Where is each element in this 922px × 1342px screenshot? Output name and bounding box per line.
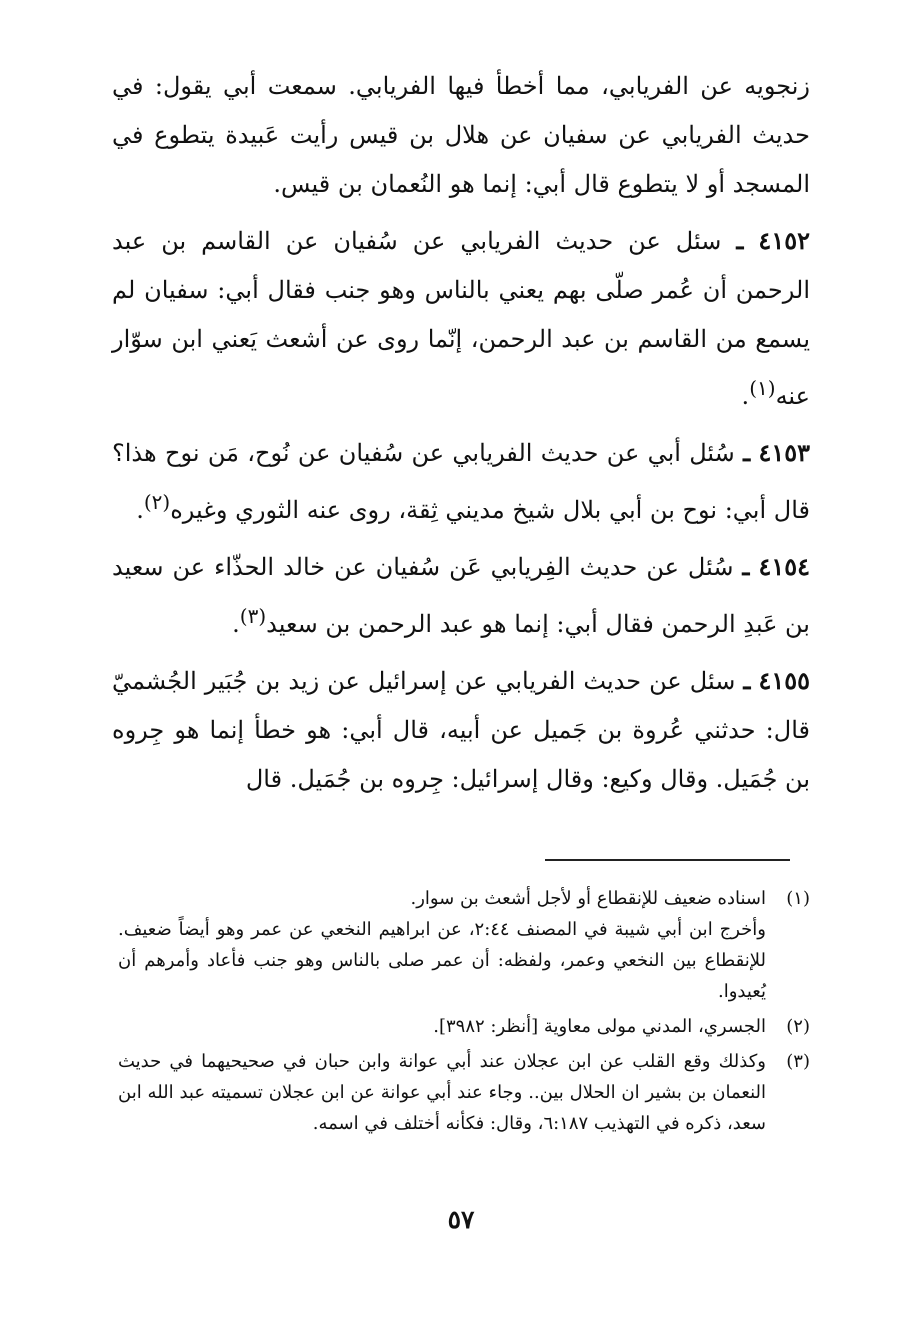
footnote-ref: (٢) [143,490,171,514]
footnote-line: وأخرج ابن أبي شيبة في المصنف ٢:٤٤، عن ابراهيم النخعي عن عمر وهو أيضاً ضعيف. للإنقطاع بين النخعي وعمر، ولفظه: أن عمر صلى بالناس وهو جنب فأعاد وأمرهم أن يُعيدوا. [118,919,766,1002]
footnote-line: وكذلك وقع القلب عن ابن عجلان عند أبي عوانة وابن حبان في صحيحيهما في حديث النعمان بن بشير ان الحلال بين.. وجاء عند أبي عوانة عن ابن عجلان تسميته عبد الله ابن سعد، ذكره في التهذيب ٦:١٨٧، وقال: فكأنه أختلف في اسمه. [118,1051,766,1134]
entry-end: . [232,610,240,638]
entry-4152 [112,216,810,421]
intro-text: زنجويه عن الفريابي، مما أخطأ فيها الفريابي. سمعت أبي يقول: في حديث الفريابي عن سفيان عن هلال بن قيس رأيت عَبيدة يتطوع في المسجد أو لا يتطوع قال أبي: إنما هو النُعمان بن قيس. [112,72,811,198]
entry-4153 [112,428,810,535]
entry-number: ٤١٥٤ [758,552,810,581]
footnote-1 [118,883,810,1007]
footnote-line: الجسري، المدني مولى معاوية [أنظر: ٣٩٨٢]. [433,1016,766,1037]
footnotes-block [118,883,810,1143]
entry-text: سئل عن حديث الفريابي عن إسرائيل عن زيد بن جُبَير الجُشميّ قال: حدثني عُروة بن جَميل عن أبيه، قال أبي: هو خطأ إنما هو جِروه بن جُمَيل. وقال وكيع: وقال إسرائيل: جِروه بن جُمَيل. قال [112,667,810,793]
footnote-number: (٣) [786,1051,810,1072]
footnote-3 [118,1046,810,1139]
entry-end: . [741,382,750,410]
entry-number: ٤١٥٣ [758,438,810,467]
entry-end: . [136,496,144,524]
footnote-number: (٢) [786,1016,810,1037]
entry-4154 [112,542,810,649]
footnote-body [118,1011,766,1042]
entry-number: ٤١٥٢ [758,226,810,255]
footnote-body [118,883,766,1007]
entry-text: سُئل أبي عن حديث الفريابي عن سُفيان عن نُوح، مَن نوح هذا؟ قال أبي: نوح بن أبي بلال شيخ مديني ثِقة، روى عنه الثوري وغيره [112,439,810,524]
entry-text: سُئل عن حديث الفِريابي عَن سُفيان عن خالد الحذّاء عن سعيد بن عَبدِ الرحمن فقال أبي: إنما هو عبد الرحمن بن سعيد [112,553,810,638]
main-text-block [112,62,810,804]
entry-text: سئل عن حديث الفريابي عن سُفيان عن القاسم بن عبد الرحمن أن عُمر صلّى بهم يعني بالناس وهو جنب فقال أبي: سفيان لم يسمع من القاسم بن عبد الرحمن، إنّما روى عن أشعث يَعني ابن سوّار عنه [112,227,810,410]
footnote-ref: (١) [749,376,776,400]
entry-dash: ـ [736,226,744,255]
footnote-ref: (٣) [239,604,267,628]
entry-number: ٤١٥٥ [758,666,810,695]
footnote-2 [118,1011,810,1042]
page-number: ٥٧ [447,1205,475,1234]
footnote-line: اسناده ضعيف للإنقطاع أو لأجل أشعث بن سوار. [410,888,766,909]
entry-dash: ـ [743,666,751,695]
entry-dash: ـ [743,438,751,467]
entry-dash: ـ [742,552,750,581]
footnote-number: (١) [786,888,810,909]
footnote-body [118,1046,766,1139]
footnote-divider [545,859,790,861]
intro-paragraph [112,62,810,209]
entry-4155 [112,656,810,804]
